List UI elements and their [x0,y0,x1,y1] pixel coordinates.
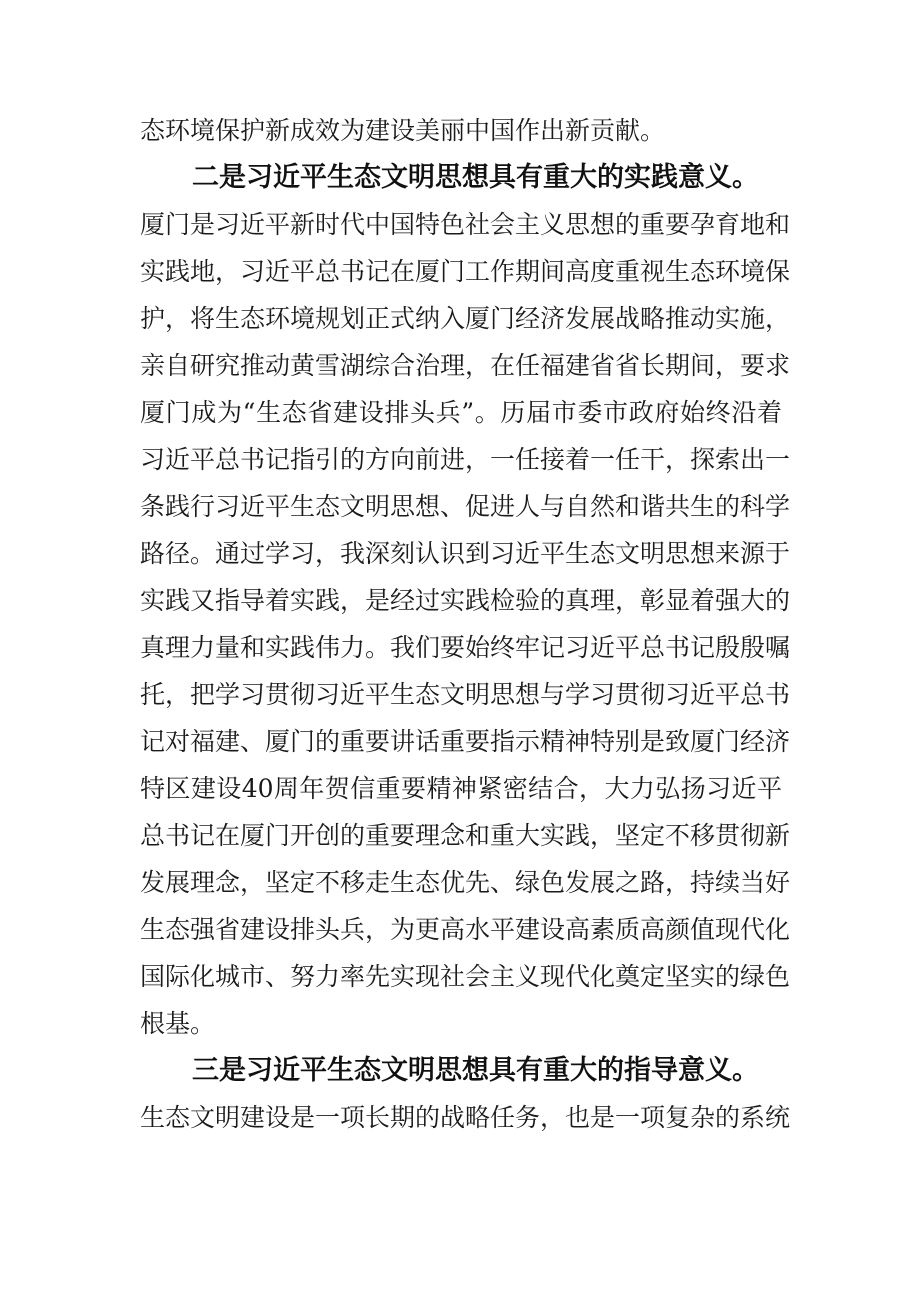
paragraph-line: 厦门成为“生态省建设排头兵”。历届市委市政府始终沿着 [140,398,782,427]
paragraph-line: 态环境保护新成效为建设美丽中国作出新贡献。 [140,116,666,145]
paragraph-line: 特区建设40周年贺信重要精神紧密结合，大力弘扬习近平 [140,774,782,803]
paragraph-line: 实践地，习近平总书记在厦门工作期间高度重视生态环境保 [140,257,791,286]
paragraph-line: 记对福建、厦门的重要讲话重要指示精神特别是致厦门经济 [140,727,791,756]
paragraph-line: 习近平总书记指引的方向前进，一任接着一任干，探索出一 [140,445,791,474]
paragraph-line: 路径。通过学习，我深刻认识到习近平生态文明思想来源于 [140,539,791,568]
paragraph-line: 发展理念，坚定不移走生态优先、绿色发展之路，持续当好 [140,868,791,897]
section-heading-3: 三是习近平生态文明思想具有重大的指导意义。 [192,1055,759,1086]
paragraph-line: 生态文明建设是一项长期的战略任务，也是一项复杂的系统 [140,1103,791,1132]
document-body [140,107,791,1141]
section-heading-2: 二是习近平生态文明思想具有重大的实践意义。 [192,162,759,193]
paragraph-line: 总书记在厦门开创的重要理念和重大实践，坚定不移贯彻新 [140,821,791,850]
paragraph-line: 厦门是习近平新时代中国特色社会主义思想的重要孕育地和 [140,210,791,239]
paragraph-line: 真理力量和实践伟力。我们要始终牢记习近平总书记殷殷嘱 [140,633,791,662]
paragraph-line: 根基。 [140,1009,216,1038]
paragraph-line: 护，将生态环境规划正式纳入厦门经济发展战略推动实施， [140,304,791,333]
paragraph-line: 托，把学习贯彻习近平生态文明思想与学习贯彻习近平总书 [140,680,791,709]
paragraph-line: 亲自研究推动黄雪湖综合治理，在任福建省省长期间，要求 [140,351,791,380]
paragraph-line: 实践又指导着实践，是经过实践检验的真理，彰显着强大的 [140,586,791,615]
paragraph-line: 条践行习近平生态文明思想、促进人与自然和谐共生的科学 [140,492,791,521]
paragraph-line: 生态强省建设排头兵，为更高水平建设高素质高颜值现代化 [140,915,791,944]
paragraph-line: 国际化城市、努力率先实现社会主义现代化奠定坚实的绿色 [140,962,791,991]
